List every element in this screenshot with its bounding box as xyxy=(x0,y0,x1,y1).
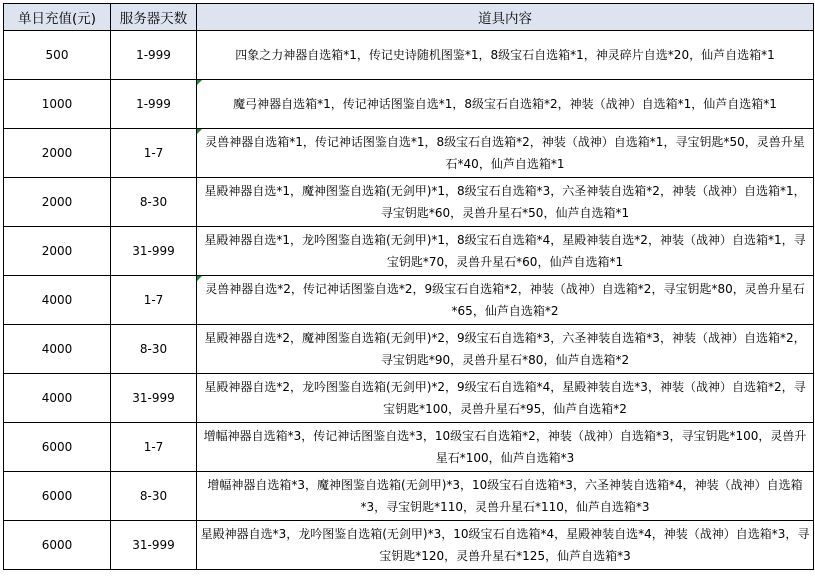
cell-recharge[interactable]: 4000 xyxy=(4,374,111,423)
cell-server-days[interactable]: 8-30 xyxy=(111,472,197,521)
table-row xyxy=(4,521,814,570)
table-row xyxy=(4,325,814,374)
table-row xyxy=(4,129,814,178)
header-contents[interactable]: 道具内容 xyxy=(197,4,814,31)
table-row xyxy=(4,31,814,80)
cell-recharge[interactable]: 500 xyxy=(4,31,111,80)
table-row xyxy=(4,423,814,472)
cell-server-days[interactable]: 1-7 xyxy=(111,423,197,472)
cell-recharge[interactable]: 6000 xyxy=(4,521,111,570)
recharge-rewards-table xyxy=(3,3,814,570)
cell-recharge[interactable]: 2000 xyxy=(4,227,111,276)
table-row xyxy=(4,374,814,423)
cell-contents[interactable]: 增幅神器自选箱*3，魔神图鉴自选箱(无剑甲)*3，10级宝石自选箱*3，六圣神装自选箱*4，神装（战神）自选箱*3，寻宝钥匙*110，灵兽升星石*110，仙芦自选箱*3 xyxy=(197,472,814,521)
cell-contents[interactable]: 增幅神器自选箱*3，传记神话图鉴自选*3，10级宝石自选箱*2，神装（战神）自选箱*3，寻宝钥匙*100，灵兽升星石*100，仙芦自选箱*3 xyxy=(197,423,814,472)
cell-contents[interactable]: 星殿神器自选*1，龙吟图鉴自选箱(无剑甲)*1，8级宝石自选箱*4，星殿神装自选*2，神装（战神）自选箱*1，寻宝钥匙*70，灵兽升星石*60，仙芦自选箱*1 xyxy=(197,227,814,276)
header-recharge[interactable]: 单日充值(元) xyxy=(4,4,111,31)
cell-server-days[interactable]: 8-30 xyxy=(111,325,197,374)
table-row xyxy=(4,227,814,276)
cell-contents[interactable]: 四象之力神器自选箱*1，传记史诗随机图鉴*1，8级宝石自选箱*1，神灵碎片自选*20，仙芦自选箱*1 xyxy=(197,31,814,80)
cell-contents[interactable]: 魔弓神器自选箱*1，传记神话图鉴自选*1，8级宝石自选箱*2，神装（战神）自选箱*1，仙芦自选箱*1 xyxy=(197,80,814,129)
cell-recharge[interactable]: 4000 xyxy=(4,325,111,374)
header-row xyxy=(4,4,814,31)
cell-server-days[interactable]: 31-999 xyxy=(111,374,197,423)
cell-contents[interactable]: 星殿神器自选*2，龙吟图鉴自选箱(无剑甲)*2，9级宝石自选箱*4，星殿神装自选*3，神装（战神）自选箱*2，寻宝钥匙*100，灵兽升星石*95，仙芦自选箱*2 xyxy=(197,374,814,423)
cell-contents[interactable]: 星殿神器自选*1，魔神图鉴自选箱(无剑甲)*1，8级宝石自选箱*3，六圣神装自选箱*2，神装（战神）自选箱*1，寻宝钥匙*60，灵兽升星石*50，仙芦自选箱*1 xyxy=(197,178,814,227)
cell-recharge[interactable]: 2000 xyxy=(4,178,111,227)
cell-contents[interactable]: 星殿神器自选*2，魔神图鉴自选箱(无剑甲)*2，9级宝石自选箱*3，六圣神装自选箱*3，神装（战神）自选箱*2，寻宝钥匙*90，灵兽升星石*80，仙芦自选箱*2 xyxy=(197,325,814,374)
table-row xyxy=(4,80,814,129)
cell-server-days[interactable]: 1-7 xyxy=(111,129,197,178)
cell-server-days[interactable]: 1-999 xyxy=(111,31,197,80)
cell-server-days[interactable]: 8-30 xyxy=(111,178,197,227)
cell-recharge[interactable]: 2000 xyxy=(4,129,111,178)
table-row xyxy=(4,178,814,227)
cell-contents[interactable]: 灵兽神器自选*2，传记神话图鉴自选*2，9级宝石自选箱*2，神装（战神）自选箱*2，寻宝钥匙*80，灵兽升星石*65，仙芦自选箱*2 xyxy=(197,276,814,325)
table-row xyxy=(4,276,814,325)
cell-server-days[interactable]: 31-999 xyxy=(111,227,197,276)
cell-server-days[interactable]: 1-999 xyxy=(111,80,197,129)
header-server-days[interactable]: 服务器天数 xyxy=(111,4,197,31)
cell-server-days[interactable]: 31-999 xyxy=(111,521,197,570)
cell-recharge[interactable]: 4000 xyxy=(4,276,111,325)
cell-contents[interactable]: 星殿神器自选*3，龙吟图鉴自选箱(无剑甲)*3，10级宝石自选箱*4，星殿神装自选*4，神装（战神）自选箱*3，寻宝钥匙*120，灵兽升星石*125，仙芦自选箱*3 xyxy=(197,521,814,570)
cell-recharge[interactable]: 1000 xyxy=(4,80,111,129)
cell-recharge[interactable]: 6000 xyxy=(4,423,111,472)
cell-contents[interactable]: 灵兽神器自选箱*1，传记神话图鉴自选*1，8级宝石自选箱*2，神装（战神）自选箱*1，寻宝钥匙*50，灵兽升星石*40，仙芦自选箱*1 xyxy=(197,129,814,178)
cell-server-days[interactable]: 1-7 xyxy=(111,276,197,325)
table-row xyxy=(4,472,814,521)
cell-recharge[interactable]: 6000 xyxy=(4,472,111,521)
